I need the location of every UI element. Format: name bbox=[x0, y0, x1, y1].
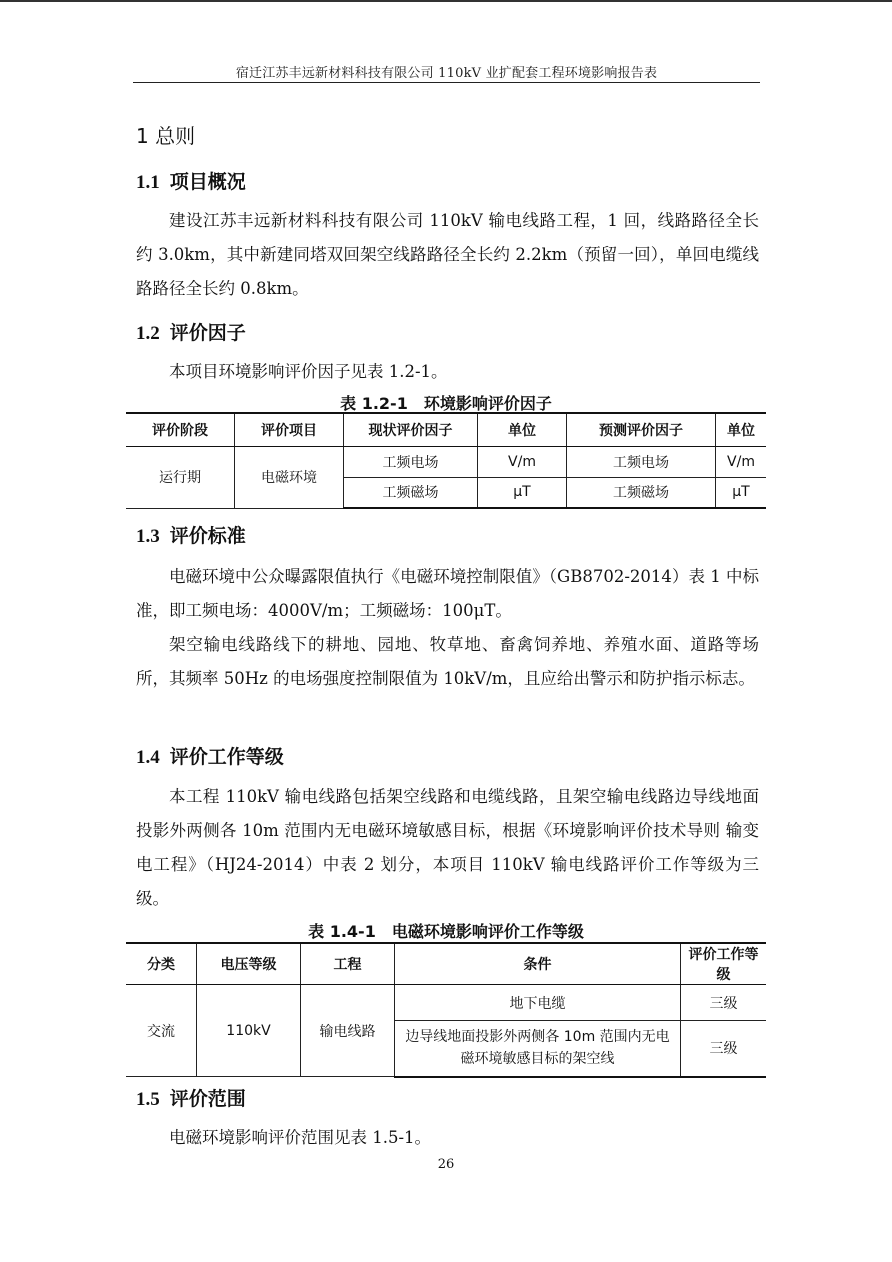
table-work-level bbox=[126, 942, 766, 1078]
table-evaluation-factors bbox=[126, 412, 766, 509]
page-number: 26 bbox=[437, 1157, 455, 1172]
table-row bbox=[126, 985, 766, 1021]
header-rule bbox=[133, 82, 760, 83]
table-cell: 工频电场 bbox=[344, 446, 478, 477]
running-header: 宿迁江苏丰远新材料科技有限公司 110kV 业扩配套工程环境影响报告表 bbox=[235, 66, 658, 81]
table-caption-1-2-1: 表 1.2-1 环境影响评价因子 bbox=[340, 394, 552, 413]
table-cell-item: 电磁环境 bbox=[235, 446, 344, 508]
column-header: 现状评价因子 bbox=[344, 413, 478, 446]
section-number: 1.4 bbox=[136, 747, 160, 768]
paragraph-scope: 电磁环境影响评价范围见表 1.5-1。 bbox=[169, 1128, 432, 1147]
table-cell: μT bbox=[478, 477, 567, 508]
paragraph-standard-2: 架空输电线路线下的耕地、园地、牧草地、畜禽饲养地、养殖水面、道路等场所，其频率 50Hz 的电场强度控制限值为 10kV/m，且应给出警示和防护指示标志。 bbox=[136, 635, 759, 688]
table-cell: V/m bbox=[478, 446, 567, 477]
section-number: 1.3 bbox=[136, 526, 160, 547]
section-number: 1.2 bbox=[136, 323, 160, 344]
column-header: 分类 bbox=[126, 943, 197, 985]
table-cell-condition: 地下电缆 bbox=[395, 985, 681, 1021]
chapter-title: 1 总则 bbox=[136, 124, 196, 148]
table-cell-voltage: 110kV bbox=[197, 985, 301, 1077]
column-header: 评价项目 bbox=[235, 413, 344, 446]
section-heading-1-4 bbox=[136, 742, 284, 769]
table-header-row bbox=[126, 943, 766, 985]
table-cell-category: 交流 bbox=[126, 985, 197, 1077]
column-header: 单位 bbox=[716, 413, 767, 446]
table-cell: V/m bbox=[716, 446, 767, 477]
section-heading-1-3 bbox=[136, 521, 246, 548]
section-title: 评价标准 bbox=[169, 525, 246, 547]
section-title: 评价因子 bbox=[169, 322, 246, 344]
table-row bbox=[126, 446, 766, 477]
column-header: 预测评价因子 bbox=[567, 413, 716, 446]
table-cell-stage: 运行期 bbox=[126, 446, 235, 508]
paragraph-project-overview: 建设江苏丰远新材料科技有限公司 110kV 输电线路工程，1 回，线路路径全长约 3.0km，其中新建同塔双回架空线路路径全长约 2.2km（预留一回），单回电缆线路路径全长约 0.8km。 bbox=[136, 211, 759, 298]
section-title: 评价工作等级 bbox=[169, 746, 284, 768]
table-cell-level: 三级 bbox=[681, 985, 767, 1021]
section-title: 项目概况 bbox=[169, 171, 246, 193]
paragraph-work-level: 本工程 110kV 输电线路包括架空线路和电缆线路，且架空输电线路边导线地面投影外两侧各 10m 范围内无电磁环境敏感目标，根据《环境影响评价技术导则 输变电工程》（HJ24-2014）中表 2 划分，本项目 110kV 输电线路评价工作等级为三级。 bbox=[136, 787, 759, 908]
table-cell: 工频磁场 bbox=[344, 477, 478, 508]
column-header: 电压等级 bbox=[197, 943, 301, 985]
section-title: 评价范围 bbox=[169, 1088, 246, 1110]
section-number: 1.1 bbox=[136, 172, 160, 193]
table-cell-condition: 边导线地面投影外两侧各 10m 范围内无电磁环境敏感目标的架空线 bbox=[395, 1021, 681, 1077]
section-number: 1.5 bbox=[136, 1089, 160, 1110]
table-cell: 工频电场 bbox=[567, 446, 716, 477]
table-cell-project: 输电线路 bbox=[301, 985, 395, 1077]
section-heading-1-5 bbox=[136, 1084, 246, 1111]
paragraph-factors: 本项目环境影响评价因子见表 1.2-1。 bbox=[169, 362, 448, 381]
column-header: 评价工作等级 bbox=[681, 943, 767, 985]
section-heading-1-1 bbox=[136, 167, 246, 194]
column-header: 单位 bbox=[478, 413, 567, 446]
paragraph-standard-1: 电磁环境中公众曝露限值执行《电磁环境控制限值》（GB8702-2014）表 1 中标准，即工频电场：4000V/m；工频磁场：100μT。 bbox=[136, 567, 759, 620]
page-top-border bbox=[0, 0, 892, 2]
column-header: 评价阶段 bbox=[126, 413, 235, 446]
section-heading-1-2 bbox=[136, 318, 246, 345]
table-cell: 工频磁场 bbox=[567, 477, 716, 508]
table-header-row bbox=[126, 413, 766, 446]
table-caption-1-4-1: 表 1.4-1 电磁环境影响评价工作等级 bbox=[308, 922, 584, 941]
table-cell-level: 三级 bbox=[681, 1021, 767, 1077]
column-header: 工程 bbox=[301, 943, 395, 985]
table-cell: μT bbox=[716, 477, 767, 508]
column-header: 条件 bbox=[395, 943, 681, 985]
